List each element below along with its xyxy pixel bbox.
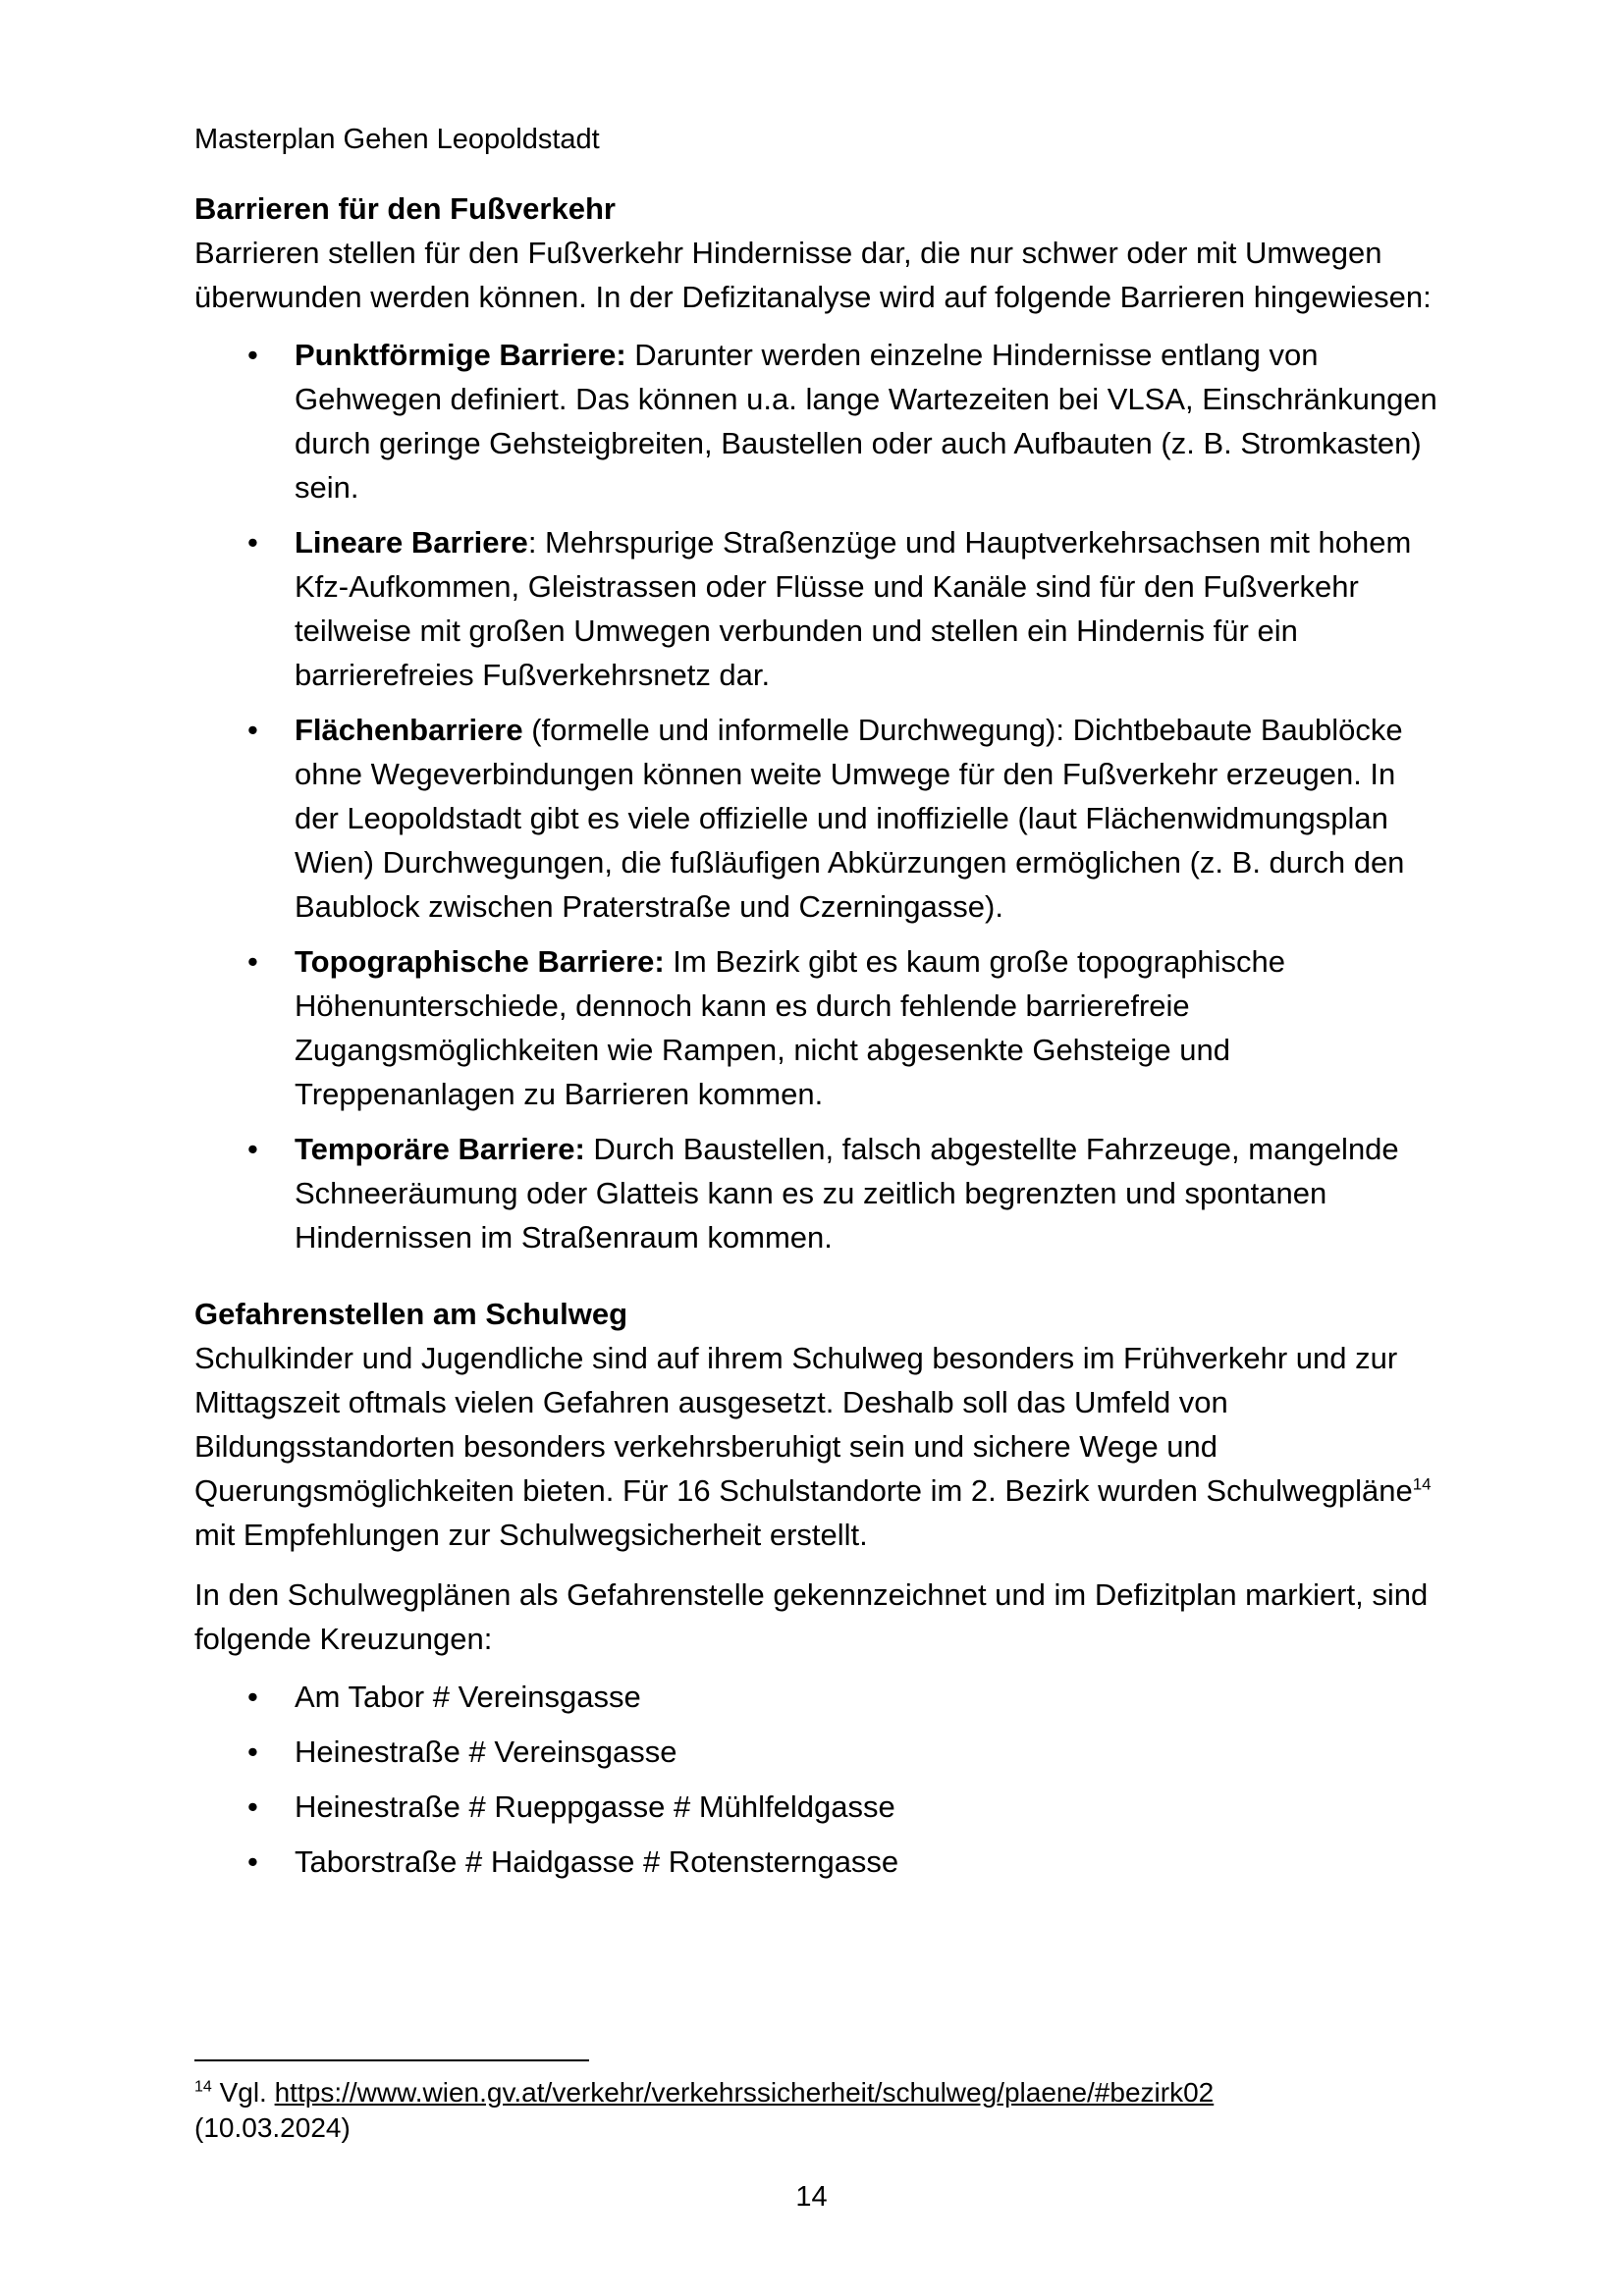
- list-item: [194, 1730, 1441, 1774]
- list-item: [194, 1840, 1441, 1884]
- barrier-description: Durch Baustellen, falsch abgestellte Fahrzeuge, mangelnde Schneeräumung oder Glatteis kann es zu zeitlich begrenzten und spontanen Hindernissen im Straßenraum kommen.: [295, 1132, 1399, 1255]
- footnote-separator: [194, 2059, 589, 2061]
- footnote-prefix: Vgl.: [211, 2077, 275, 2108]
- list-item: [194, 939, 1441, 1116]
- barrier-term: Punktförmige Barriere:: [295, 338, 626, 372]
- bullet-icon: •: [247, 1132, 258, 1166]
- barrier-description: (formelle und informelle Durchwegung): Dichtbebaute Baublöcke ohne Wegeverbindungen können weite Umwege für den Fußverkehr erzeugen. In der Leopoldstadt gibt es viele offizielle und inoffizielle (laut Flächenwidmungsplan Wien) Durchwegungen, die fußläufigen Abkürzungen ermöglichen (z. B. durch den Baublock zwischen Praterstraße und Czerningasse).: [295, 713, 1405, 924]
- barrier-description: : Mehrspurige Straßenzüge und Hauptverkehrsachsen mit hohem Kfz-Aufkommen, Gleistrassen oder Flüsse und Kanäle sind für den Fußverkehr teilweise mit großen Umwegen verbunden und stellen ein Hindernis für ein barrierefreies Fußverkehrsnetz dar.: [295, 525, 1412, 692]
- list-item: [194, 520, 1441, 697]
- list-item: [194, 333, 1441, 509]
- section-heading-school-route: Gefahrenstellen am Schulweg: [194, 1297, 628, 1331]
- school-route-text-continued: mit Empfehlungen zur Schulwegsicherheit erstellt.: [194, 1518, 868, 1552]
- bullet-icon: •: [247, 944, 258, 979]
- crossings-list: [194, 1675, 1441, 1884]
- crossing-name: Heinestraße # Rueppgasse # Mühlfeldgasse: [295, 1789, 895, 1824]
- barrier-term: Temporäre Barriere:: [295, 1132, 585, 1166]
- list-item: [194, 708, 1441, 929]
- footnote-link[interactable]: https://www.wien.gv.at/verkehr/verkehrssicherheit/schulweg/plaene/#bezirk02: [274, 2077, 1215, 2108]
- bullet-icon: •: [247, 1680, 258, 1714]
- page-content: [194, 187, 1441, 1895]
- barrier-term: Topographische Barriere:: [295, 944, 665, 979]
- school-route-paragraph: [194, 1336, 1441, 1557]
- footnote: [194, 2075, 1441, 2146]
- section-heading-barriers: Barrieren für den Fußverkehr: [194, 191, 616, 226]
- barrier-term: Flächenbarriere: [295, 713, 523, 747]
- school-route-text: Schulkinder und Jugendliche sind auf ihrem Schulweg besonders im Frühverkehr und zur Mittagszeit oftmals vielen Gefahren ausgesetzt. Deshalb soll das Umfeld von Bildungsstandorten besonders verkehrsberuhigt sein und sichere Wege und Querungsmöglichkeiten bieten. Für 16 Schulstandorte im 2. Bezirk wurden Schulwegpläne: [194, 1341, 1413, 1508]
- barrier-description: Darunter werden einzelne Hindernisse entlang von Gehwegen definiert. Das können u.a. lange Wartezeiten bei VLSA, Einschränkungen durch geringe Gehsteigbreiten, Baustellen oder auch Aufbauten (z. B. Stromkasten) sein.: [295, 338, 1437, 505]
- barriers-intro-paragraph: Barrieren stellen für den Fußverkehr Hindernisse dar, die nur schwer oder mit Umwegen überwunden werden können. In der Defizitanalyse wird auf folgende Barrieren hingewiesen:: [194, 236, 1432, 314]
- bullet-icon: •: [247, 338, 258, 372]
- footnote-date: (10.03.2024): [194, 2112, 351, 2143]
- list-item: [194, 1675, 1441, 1719]
- list-item: [194, 1127, 1441, 1259]
- crossing-name: Am Tabor # Vereinsgasse: [295, 1680, 641, 1714]
- bullet-icon: •: [247, 525, 258, 560]
- list-item: [194, 1785, 1441, 1829]
- page-number: 14: [795, 2181, 828, 2213]
- footnote-line: [194, 2075, 1441, 2110]
- barrier-term: Lineare Barriere: [295, 525, 528, 560]
- running-header: Masterplan Gehen Leopoldstadt: [194, 124, 600, 155]
- footnote-reference[interactable]: 14: [1412, 1474, 1432, 1494]
- bullet-icon: •: [247, 1789, 258, 1824]
- barrier-description: Im Bezirk gibt es kaum große topographische Höhenunterschiede, dennoch kann es durch fehlende barrierefreie Zugangsmöglichkeiten wie Rampen, nicht abgesenkte Gehsteige und Treppenanlagen zu Barrieren kommen.: [295, 944, 1286, 1111]
- footnote-number: 14: [194, 2078, 212, 2096]
- bullet-icon: •: [247, 1844, 258, 1879]
- crossing-name: Taborstraße # Haidgasse # Rotensterngasse: [295, 1844, 899, 1879]
- crossing-name: Heinestraße # Vereinsgasse: [295, 1735, 677, 1769]
- bullet-icon: •: [247, 713, 258, 747]
- crossings-intro-paragraph: In den Schulwegplänen als Gefahrenstelle gekennzeichnet und im Defizitplan markiert, sind folgende Kreuzungen:: [194, 1577, 1429, 1656]
- bullet-icon: •: [247, 1735, 258, 1769]
- barriers-list: [194, 333, 1441, 1259]
